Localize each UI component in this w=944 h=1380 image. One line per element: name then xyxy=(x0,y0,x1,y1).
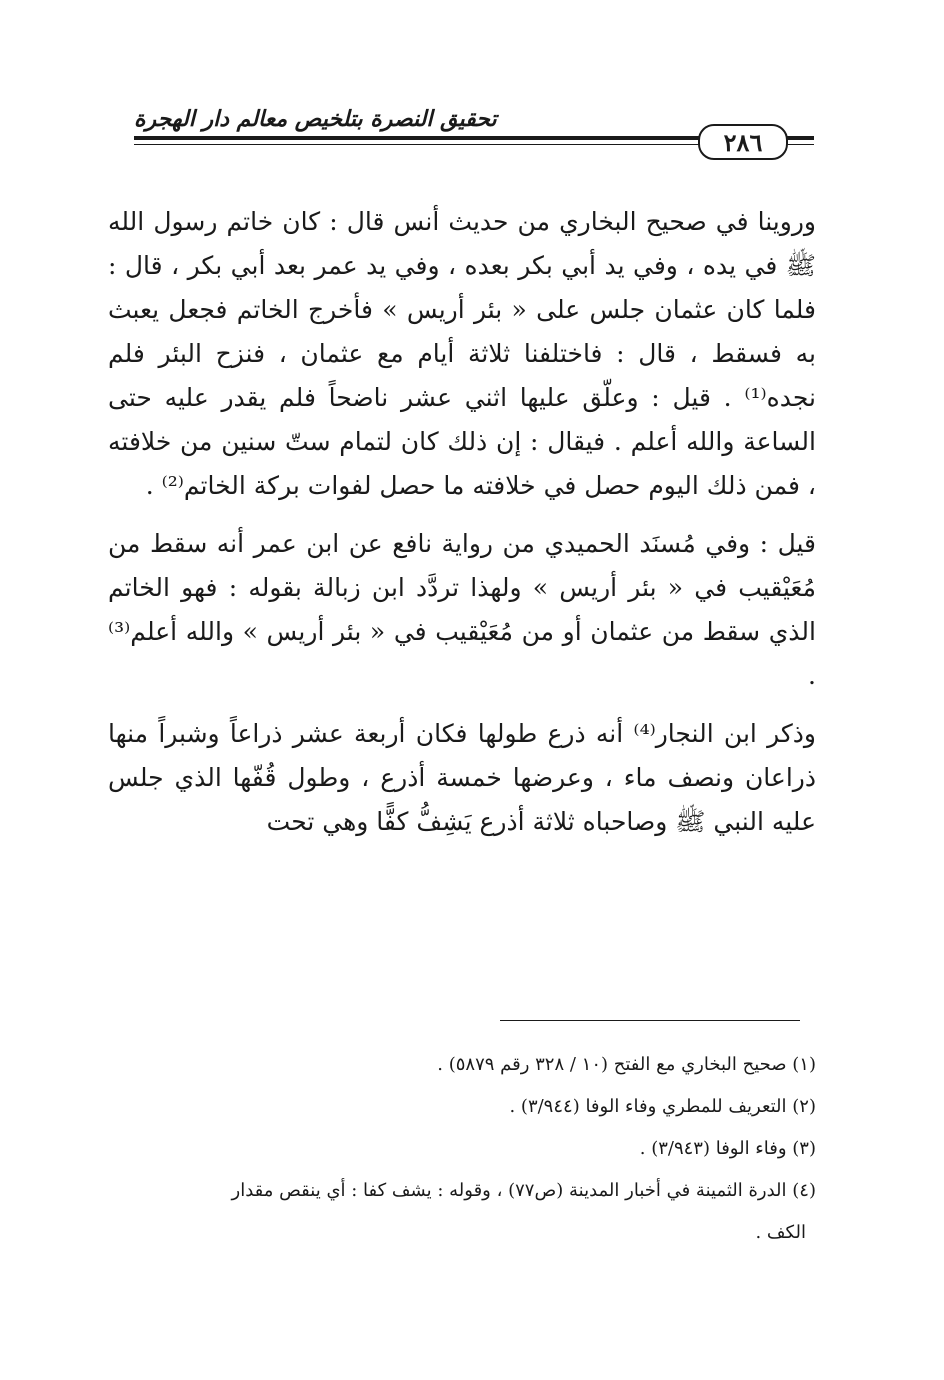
page-number: ٢٨٦ xyxy=(698,124,788,160)
footnote-separator xyxy=(500,1020,800,1021)
running-title: تحقيق النصرة بتلخيص معالم دار الهجرة xyxy=(134,106,497,132)
paragraph: وذكر ابن النجار⁽⁴⁾ أنه ذرع طولها فكان أربعة عشر ذراعاً وشبراً منها ذراعان ونصف ماء ، وعرضها خمسة أذرع ، وطول قُفّها الذي جلس عليه النبي ﷺ وصاحباه ثلاثة أذرع يَشِفُّ كفًّا وهي تحت xyxy=(108,719,816,836)
footnote-continuation: الكف . xyxy=(755,1222,806,1243)
footnote-item: (١) صحيح البخاري مع الفتح (١٠ / ٣٢٨ رقم ٥٨٧٩) . xyxy=(437,1054,816,1075)
main-text xyxy=(108,200,816,858)
footnote-item: (٣) وفاء الوفا (٣/٩٤٣) . xyxy=(639,1138,816,1159)
footnote-item: (٢) التعريف للمطري وفاء الوفا (٣/٩٤٤) . xyxy=(509,1096,816,1117)
footnotes xyxy=(108,1044,816,1254)
paragraph: وروينا في صحيح البخاري من حديث أنس قال : كان خاتم رسول الله ﷺ في يده ، وفي يد أبي بكر بعده ، وفي يد عمر بعد أبي بكر ، قال : فلما كان عثمان جلس على « بئر أريس » فأخرج الخاتم فجعل يعبث به فسقط ، قال : فاختلفنا ثلاثة أيام مع عثمان ، فنزح البئر فلم نجده⁽¹⁾ . قيل : وعلّق عليها اثني عشر ناضحاً فلم يقدر عليه حتى الساعة والله أعلم . فيقال : إن ذلك كان لتمام ستّ سنين من خلافته ، فمن ذلك اليوم حصل في خلافته ما حصل لفوات بركة الخاتم⁽²⁾ . xyxy=(108,207,816,500)
footnote-item: (٤) الدرة الثمينة في أخبار المدينة (ص٧٧) ، وقوله : يشف كفا : أي ينقص مقدار xyxy=(231,1180,816,1201)
page-header xyxy=(134,100,814,160)
paragraph: قيل : وفي مُسنَد الحميدي من رواية نافع عن ابن عمر أنه سقط من مُعَيْقيب في « بئر أريس » ولهذا تردَّد ابن زبالة بقوله : فهو الخاتم الذي سقط من عثمان أو من مُعَيْقيب في « بئر أريس » والله أعلم⁽³⁾ . xyxy=(108,529,816,690)
